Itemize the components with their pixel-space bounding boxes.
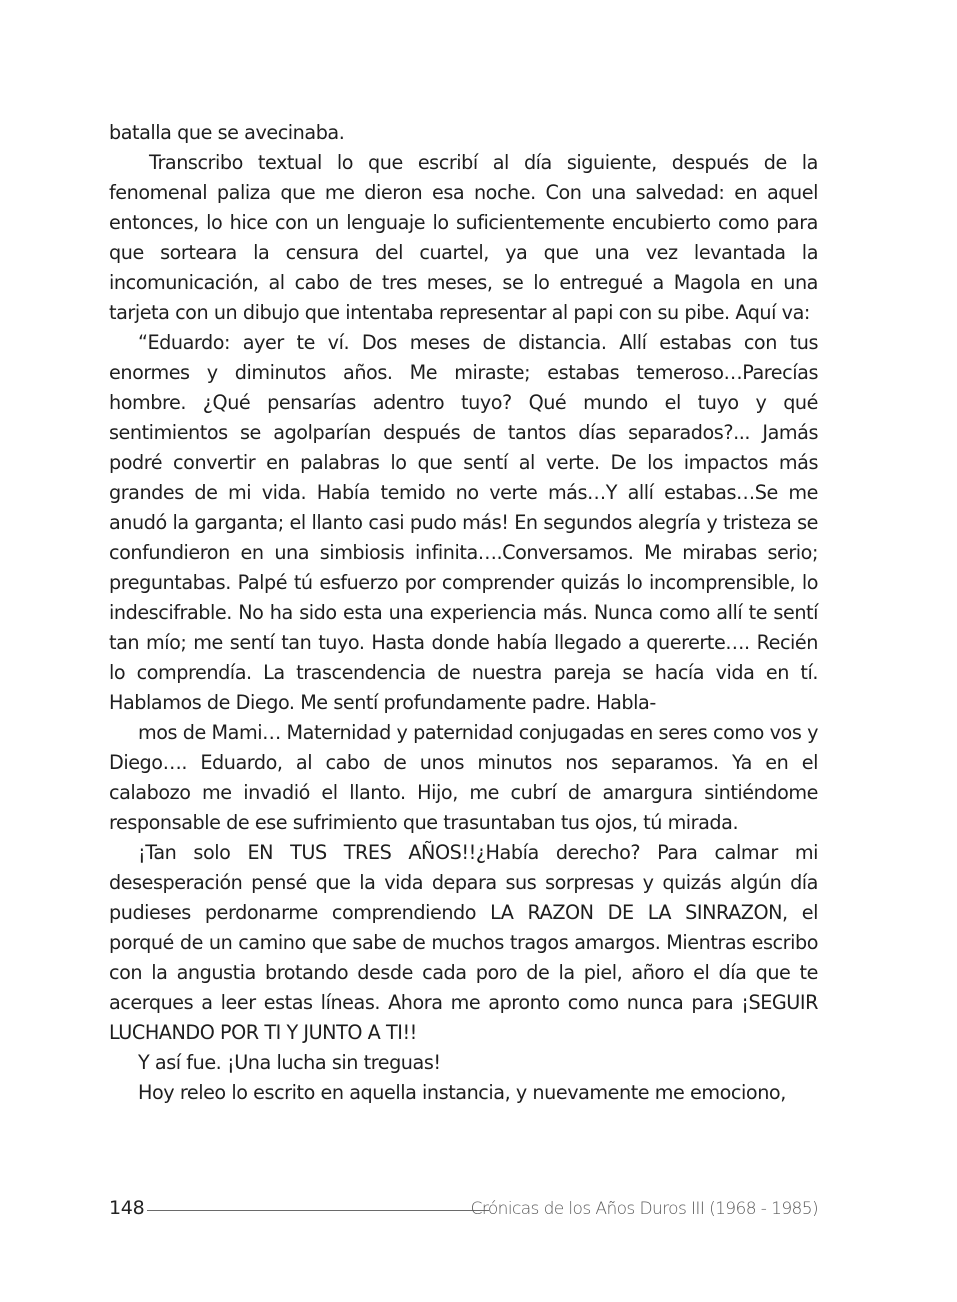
paragraph-y-asi-fue: Y así fue. ¡Una lucha sin treguas!: [138, 1051, 441, 1074]
paragraph-transcribo: Transcribo textual lo que escribí al día siguiente, después de la fenomenal paliza que me dieron esa noche. Con una salvedad: en aquel entonces, lo hice con un lenguaje lo suficientemente encubierto como para que sorteara la censura del cuartel, ya que una vez levantada la incomunicación, al cabo de tres meses, se lo entregué a Magola en una tarjeta con un dibujo que intentaba representar al papi con su pibe. Aquí va:: [109, 151, 818, 324]
paragraph-letter-closing: ¡Tan solo EN TUS TRES AÑOS!!¿Había derecho? Para calmar mi desesperación pensé que la vida depara sus sorpresas y quizás algún día pudieses perdonarme comprendiendo LA RAZON DE LA SINRAZON, el porqué de un camino que sabe de muchos tragos amargos. Mientras escribo con la angustia brotando desde cada poro de la piel, añoro el día que te acerques a leer estas líneas. Ahora me apronto como nunca para ¡SEGUIR LUCHANDO POR TI Y JUNTO A TI!!: [109, 841, 818, 1044]
paragraph-letter-continued: mos de Mami… Maternidad y paternidad conjugadas en seres como vos y Diego…. Eduardo, al cabo de unos minutos nos separamos. Ya en el calabozo me invadió el llanto. Hijo, me cubrí de amargura sintiéndome responsable de ese sufrimiento que trasuntaban tus ojos, tú mirada.: [109, 721, 818, 834]
page-number: 148: [109, 1197, 145, 1219]
footer-rule: [147, 1210, 489, 1211]
page-footer: [109, 1194, 818, 1224]
body-text: [109, 118, 818, 1108]
paragraph-letter-quote: “Eduardo: ayer te ví. Dos meses de distancia. Allí estabas con tus enormes y diminutos años. Me miraste; estabas temeroso…Parecías hombre. ¿Qué pensarías adentro tuyo? Qué mundo el tuyo y qué sentimientos se agolparían después de tantos días separados?... Jamás podré convertir en palabras lo que sentí al verte. De los impactos más grandes de mi vida. Había temido no verte más…Y allí estabas…Se me anudó la garganta; el llanto casi pudo más! En segundos alegría y tristeza se confundieron en una simbiosis infinita….Conversamos. Me mirabas serio; preguntabas. Palpé tú esfuerzo por comprender quizás lo incomprensible, lo indescifrable. No ha sido esta una experiencia más. Nunca como allí te sentí tan mío; me sentí tan tuyo. Hasta donde había llegado a quererte…. Recién lo comprendía. La trascendencia de nuestra pareja se hacía vida en tí. Hablamos de Diego. Me sentí profundamente padre. Habla-: [109, 331, 818, 714]
running-book-title: Crónicas de los Años Duros III (1968 - 1985): [470, 1199, 818, 1219]
paragraph-continuation: batalla que se avecinaba.: [109, 121, 345, 144]
paragraph-hoy-releo: Hoy releo lo escrito en aquella instancia, y nuevamente me emociono,: [138, 1081, 786, 1104]
